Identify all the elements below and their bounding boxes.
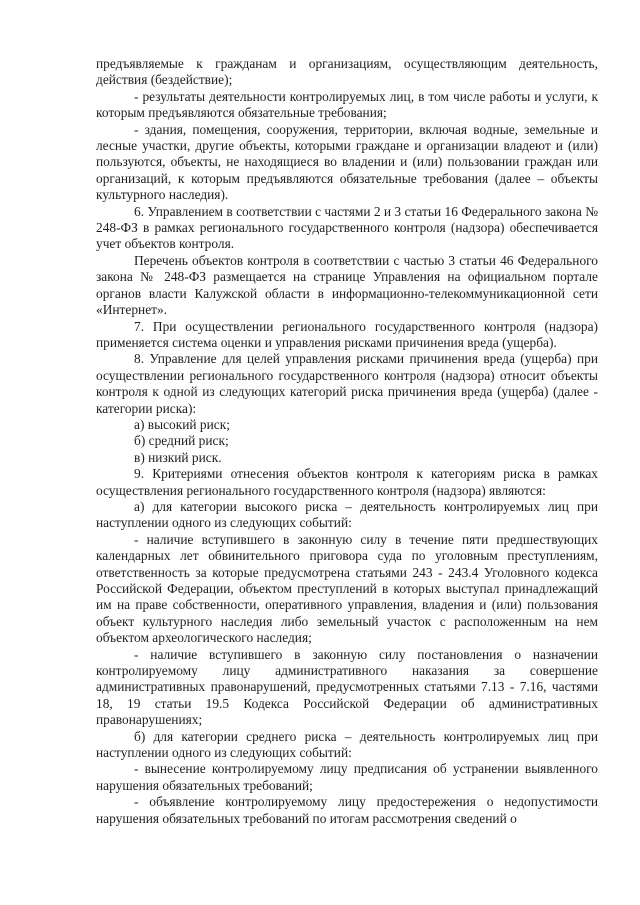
list-item-low-risk: в) низкий риск. xyxy=(134,449,222,465)
paragraph-objects-continued: предъявляемые к гражданам и организациям, осуществляющим деятельность, действия (бездействие); xyxy=(96,56,598,88)
paragraph-administrative-penalty: - наличие вступившего в законную силу постановления о назначении контролируемому лицу административного наказания за совершение административных правонарушений, предусмотренных статьями 7.13 - 7.16, частями 18, 19 статьи 19.5 Кодекса Российской Федерации об административных правонарушениях; xyxy=(96,646,598,728)
paragraph-warning-announced: - объявление контролируемому лицу предостережения о недопустимости нарушения обязательных требований по итогам рассмотрения сведений о xyxy=(96,794,598,826)
paragraph-high-risk-criteria: а) для категории высокого риска – деятельность контролируемых лиц при наступлении одного из следующих событий: xyxy=(96,498,598,531)
paragraph-objects-list: Перечень объектов контроля в соответствии с частью 3 статьи 46 Федерального закона № 248-ФЗ размещается на странице Управления на официальном портале органов власти Калужской области в информационно-телекоммуникационной сети «Интернет». xyxy=(96,252,598,318)
paragraph-item-9: 9. Критериями отнесения объектов контроля к категориям риска в рамках осуществления регионального государственного контроля (надзора) являются: xyxy=(96,466,598,498)
paragraph-order-issued: - вынесение контролируемому лицу предписания об устранении выявленного нарушения обязательных требований; xyxy=(96,761,598,793)
document-body xyxy=(96,56,598,827)
paragraph-criminal-sentence: - наличие вступившего в законную силу в течение пяти предшествующих календарных лет обвинительного приговора суда по уголовным преступлениям, ответственность за которые предусмотрена статьями 243 - 243.4 Уголовного кодекса Российской Федерации, объектом преступлений в которых выступал принадлежащий им на праве собственности, оперативного управления, владения и (или) пользования объект культурного наследия либо земельный участок с расположенным на нем объектом археологического наследия; xyxy=(96,531,598,646)
paragraph-item-7: 7. При осуществлении регионального государственного контроля (надзора) применяется система оценки и управления рисками причинения вреда (ущерба). xyxy=(96,318,598,350)
paragraph-medium-risk-criteria: б) для категории среднего риска – деятельность контролируемых лиц при наступлении одного из следующих событий: xyxy=(96,728,598,761)
paragraph-item-6: 6. Управлением в соответствии с частями 2 и 3 статьи 16 Федерального закона № 248-ФЗ в рамках регионального государственного контроля (надзора) обеспечивается учет объектов контроля. xyxy=(96,203,598,252)
paragraph-item-8: 8. Управление для целей управления рисками причинения вреда (ущерба) при осуществлении регионального государственного контроля (надзора) относит объекты контроля к одной из следующих категорий риска причинения вреда (ущерба) (далее - категории риска): xyxy=(96,351,598,416)
paragraph-buildings-and-territories: - здания, помещения, сооружения, территории, включая водные, земельные и лесные участки, другие объекты, которыми граждане и организации владеют и (или) пользуются, объекты, не находящиеся во владении и (или) пользовании граждан или организаций, к которым предъявляются обязательные требования (далее – объекты культурного наследия). xyxy=(96,121,598,203)
list-item-medium-risk: б) средний риск; xyxy=(134,433,229,449)
list-item-high-risk: а) высокий риск; xyxy=(134,416,230,432)
paragraph-results-of-activity: - результаты деятельности контролируемых лиц, в том числе работы и услуги, к которым предъявляются обязательные требования; xyxy=(96,88,598,121)
